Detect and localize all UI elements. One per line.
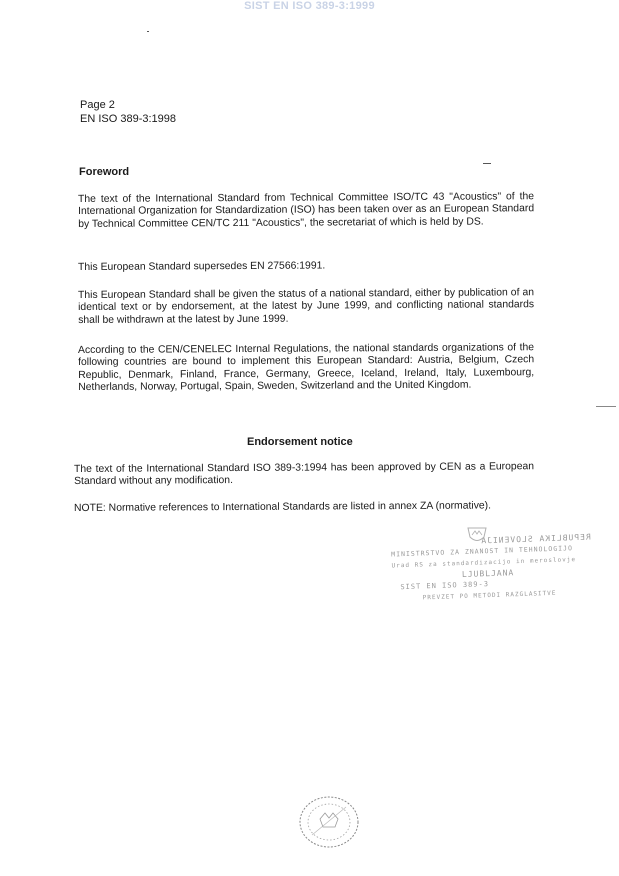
foreword-paragraph-1: The text of the International Standard from Technical Committee ISO/TC 43 "Acoustics" of the International Organization for Standardization (ISO) has been taken over as an European Standard by Technical Committee CEN/TC 211 "Acoustics", the secretariat of which is held by DS. [78,191,535,230]
foreword-heading: Foreword [79,166,130,178]
stamp-line: PREVZET PO METODI RAZGLASITVE [422,589,557,602]
endorsement-paragraph: The text of the International Standard ISO 389-3:1994 has been approved by CEN as a European Standard without any modification. [74,461,535,488]
stamp-line: MINISTRSTVO ZA ZNANOST IN TEHNOLOGIJO [391,544,574,559]
scan-speck [147,31,149,32]
round-seal-icon [298,795,360,850]
endorsement-heading: Endorsement notice [247,436,353,448]
endorsement-note: NOTE: Normative references to International Standards are listed in annex ZA (normative). [74,500,492,514]
scan-speck [483,163,491,164]
stamp-line: REPUBLIKA SLOVENIJA [480,532,591,546]
stamp-emblem-icon [465,525,489,545]
page-reference [80,98,176,126]
foreword-paragraph-2: This European Standard supersedes EN 27566:1991. [78,260,326,273]
stamp-line: SIST EN ISO 389-3 [400,580,490,592]
stamp-line: Urad RS za standardizacijo in meroslovje [391,556,577,570]
foreword-paragraph-4: According to the CEN/CENELEC Internal Regulations, the national standards organizations of the following countries are bound to implement this European Standard: Austria, Belgium, Czech Republic, Denmark, Finland, France, Germany, Greece, Iceland, Ireland, Italy, Luxembourg, Netherlands, Norway, Portugal, Spain, Sweden, Switzerland and the United Kingdom. [78,342,535,394]
approval-stamp [391,532,594,619]
stamp-line: LJUBLJANA [461,568,515,580]
standard-reference: EN ISO 389-3:1998 [80,113,177,125]
foreword-paragraph-3: This European Standard shall be given the status of a national standard, either by publication of an identical text or by endorsement, at the latest by June 1999, and conflicting national standards shall be withdrawn at the latest by June 1999. [78,287,535,326]
document-code-header: SIST EN ISO 389-3:1999 [244,0,375,12]
page-number: Page 2 [80,99,115,111]
scan-speck [596,406,616,407]
